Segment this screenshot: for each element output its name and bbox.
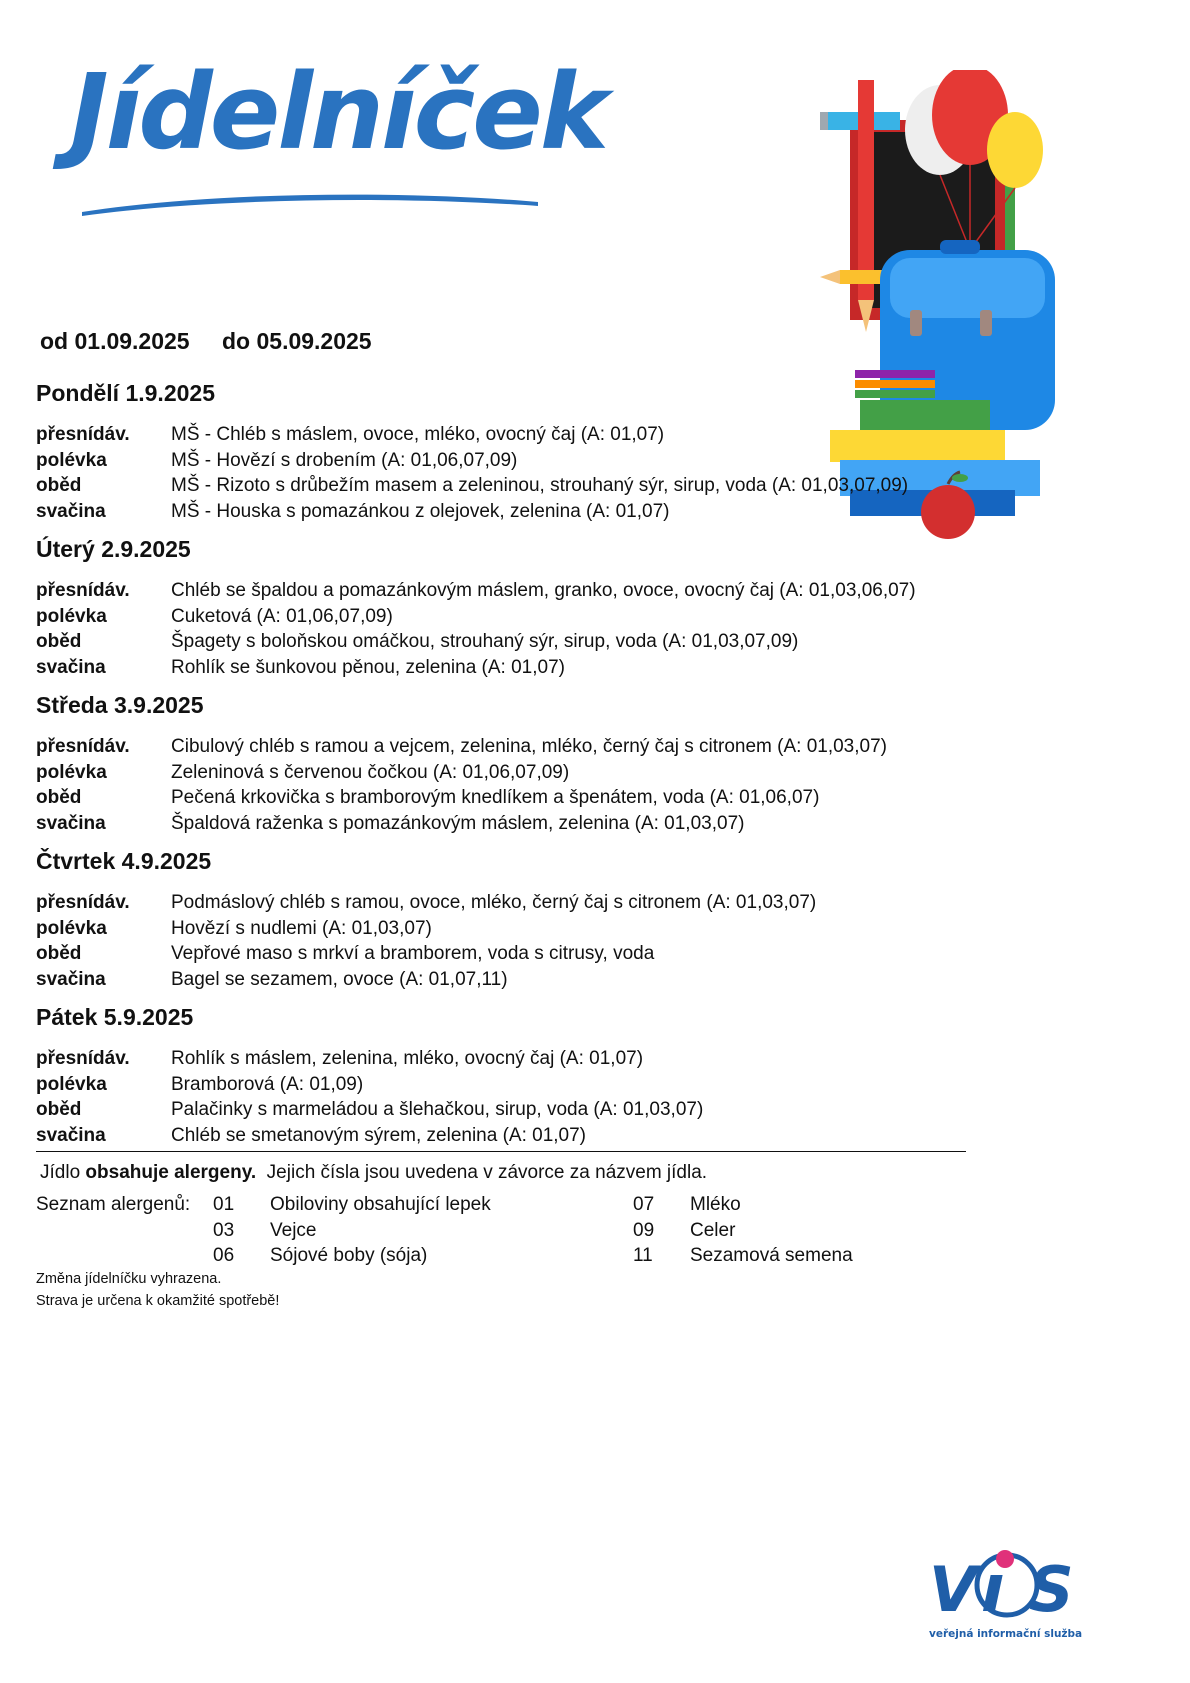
meal-text: Špagety s boloňskou omáčkou, strouhaný sýr, sirup, voda (A: 01,03,07,09) xyxy=(171,631,799,652)
meal-text: MŠ - Houska s pomazánkou z olejovek, zelenina (A: 01,07) xyxy=(171,500,670,522)
meal-row xyxy=(36,1072,976,1098)
meal-label: přesnídáv. xyxy=(36,580,130,601)
meal-row xyxy=(36,473,976,499)
allergen-item xyxy=(213,1218,316,1244)
meal-row xyxy=(36,655,976,681)
day-block-thursday xyxy=(36,846,976,992)
day-block-monday xyxy=(36,378,976,524)
meal-text: Chléb se smetanovým sýrem, zelenina (A: 01,07) xyxy=(171,1124,587,1146)
meal-row xyxy=(36,811,976,837)
meal-text: Palačinky s marmeládou a šlehačkou, sirup, voda (A: 01,03,07) xyxy=(171,1099,704,1120)
day-heading: Čtvrtek 4.9.2025 xyxy=(36,848,212,874)
allergen-name: Celer xyxy=(690,1219,736,1241)
allergen-note xyxy=(40,1162,707,1184)
divider-line xyxy=(36,1151,966,1152)
title-block xyxy=(70,51,607,230)
meal-label: svačina xyxy=(36,1124,106,1146)
meal-text: Bagel se sezamem, ovoce (A: 01,07,11) xyxy=(171,968,508,990)
vis-logo xyxy=(925,1545,1085,1645)
meal-text: Podmáslový chléb s ramou, ovoce, mléko, černý čaj s citronem (A: 01,03,07) xyxy=(171,892,817,913)
allergen-item xyxy=(213,1192,491,1218)
day-heading: Středa 3.9.2025 xyxy=(36,692,204,718)
meal-label: polévka xyxy=(36,761,107,783)
allergen-item xyxy=(633,1243,853,1269)
logo-letter-s: S xyxy=(1029,1553,1074,1626)
date-from: od 01.09.2025 xyxy=(40,328,190,354)
meal-text: MŠ - Rizoto s drůbežím masem a zeleninou, strouhaný sýr, sirup, voda (A: 01,03,07,09) xyxy=(171,475,909,496)
logo-tagline: veřejná informační služba xyxy=(929,1628,1083,1640)
meal-text: Zeleninová s červenou čočkou (A: 01,06,07,09) xyxy=(171,761,570,783)
allergen-code: 01 xyxy=(213,1194,235,1215)
meal-row xyxy=(36,785,976,811)
meal-row xyxy=(36,1046,976,1072)
meal-label: přesnídáv. xyxy=(36,424,130,445)
meal-label: oběd xyxy=(36,943,82,964)
meal-row xyxy=(36,760,976,786)
allergen-item xyxy=(633,1192,741,1218)
meal-row xyxy=(36,629,976,655)
meal-label: polévka xyxy=(36,449,107,471)
footnote-immediate-consumption: Strava je určena k okamžité spotřebě! xyxy=(36,1293,280,1309)
meal-row xyxy=(36,448,976,474)
meal-label: oběd xyxy=(36,631,82,652)
allergen-note-suffix: Jejich čísla jsou uvedena v závorce za názvem jídla. xyxy=(256,1162,708,1183)
day-block-tuesday xyxy=(36,534,976,680)
day-block-friday xyxy=(36,1002,976,1148)
meal-text: Cuketová (A: 01,06,07,09) xyxy=(171,605,393,627)
meal-row xyxy=(36,734,976,760)
meal-label: svačina xyxy=(36,968,106,990)
allergen-name: Obiloviny obsahující lepek xyxy=(270,1194,491,1215)
meal-row xyxy=(36,422,976,448)
allergen-note-bold: obsahuje alergeny. xyxy=(85,1162,257,1183)
meal-row xyxy=(36,967,976,993)
meal-text: Hovězí s nudlemi (A: 01,03,07) xyxy=(171,917,432,939)
meal-text: Špaldová raženka s pomazánkovým máslem, zelenina (A: 01,03,07) xyxy=(171,812,745,834)
day-heading: Pátek 5.9.2025 xyxy=(36,1004,194,1030)
day-heading: Úterý 2.9.2025 xyxy=(36,536,191,562)
meal-row xyxy=(36,578,976,604)
allergen-code: 03 xyxy=(213,1219,235,1241)
allergen-note-prefix: Jídlo xyxy=(40,1162,86,1183)
meal-label: polévka xyxy=(36,605,107,627)
allergen-name: Vejce xyxy=(270,1219,317,1241)
logo-dot-icon xyxy=(996,1550,1014,1568)
allergen-code: 07 xyxy=(633,1194,655,1215)
meal-label: polévka xyxy=(36,1073,107,1095)
meal-text: MŠ - Chléb s máslem, ovoce, mléko, ovocný čaj (A: 01,07) xyxy=(171,424,665,445)
allergen-name: Sójové boby (sója) xyxy=(270,1245,428,1266)
meal-text: Rohlík se šunkovou pěnou, zelenina (A: 01,07) xyxy=(171,656,565,678)
allergen-name: Sezamová semena xyxy=(690,1245,853,1266)
meal-label: přesnídáv. xyxy=(36,892,130,913)
meal-text: Cibulový chléb s ramou a vejcem, zelenina, mléko, černý čaj s citronem (A: 01,03,07) xyxy=(171,736,887,757)
allergen-list-heading: Seznam alergenů: xyxy=(36,1194,191,1215)
allergen-code: 11 xyxy=(633,1245,653,1266)
date-range xyxy=(40,328,398,355)
meal-label: svačina xyxy=(36,500,106,522)
day-heading: Pondělí 1.9.2025 xyxy=(36,380,215,406)
meal-text: Chléb se špaldou a pomazánkovým máslem, granko, ovoce, ovocný čaj (A: 01,03,06,07) xyxy=(171,580,916,601)
meal-label: polévka xyxy=(36,917,107,939)
meal-text: Rohlík s máslem, zelenina, mléko, ovocný čaj (A: 01,07) xyxy=(171,1048,644,1069)
day-block-wednesday xyxy=(36,690,976,836)
allergen-code: 09 xyxy=(633,1219,655,1241)
meal-text: MŠ - Hovězí s drobením (A: 01,06,07,09) xyxy=(171,449,518,471)
allergen-item xyxy=(213,1243,427,1269)
logo-letter-v: V xyxy=(929,1553,977,1626)
meal-row xyxy=(36,941,976,967)
allergen-code: 06 xyxy=(213,1245,235,1266)
date-to: do 05.09.2025 xyxy=(222,328,372,354)
footnote-change-reserved: Změna jídelníčku vyhrazena. xyxy=(36,1271,222,1287)
meal-row xyxy=(36,890,976,916)
meal-row xyxy=(36,499,976,525)
meal-label: svačina xyxy=(36,656,106,678)
meal-label: přesnídáv. xyxy=(36,1048,130,1069)
meal-row xyxy=(36,1123,976,1149)
meal-row xyxy=(36,1097,976,1123)
meal-label: oběd xyxy=(36,475,82,496)
meal-label: svačina xyxy=(36,812,106,834)
meal-label: přesnídáv. xyxy=(36,736,130,757)
meal-text: Bramborová (A: 01,09) xyxy=(171,1073,364,1095)
allergen-name: Mléko xyxy=(690,1194,741,1215)
meal-label: oběd xyxy=(36,787,82,808)
page-title: Jídelníček xyxy=(70,51,607,173)
title-underline-swash xyxy=(80,188,540,218)
allergen-item xyxy=(633,1218,735,1244)
meal-text: Vepřové maso s mrkví a bramborem, voda s citrusy, voda xyxy=(171,943,655,964)
meal-text: Pečená krkovička s bramborovým knedlíkem a špenátem, voda (A: 01,06,07) xyxy=(171,787,820,808)
meal-row xyxy=(36,604,976,630)
meal-label: oběd xyxy=(36,1099,82,1120)
meal-row xyxy=(36,916,976,942)
